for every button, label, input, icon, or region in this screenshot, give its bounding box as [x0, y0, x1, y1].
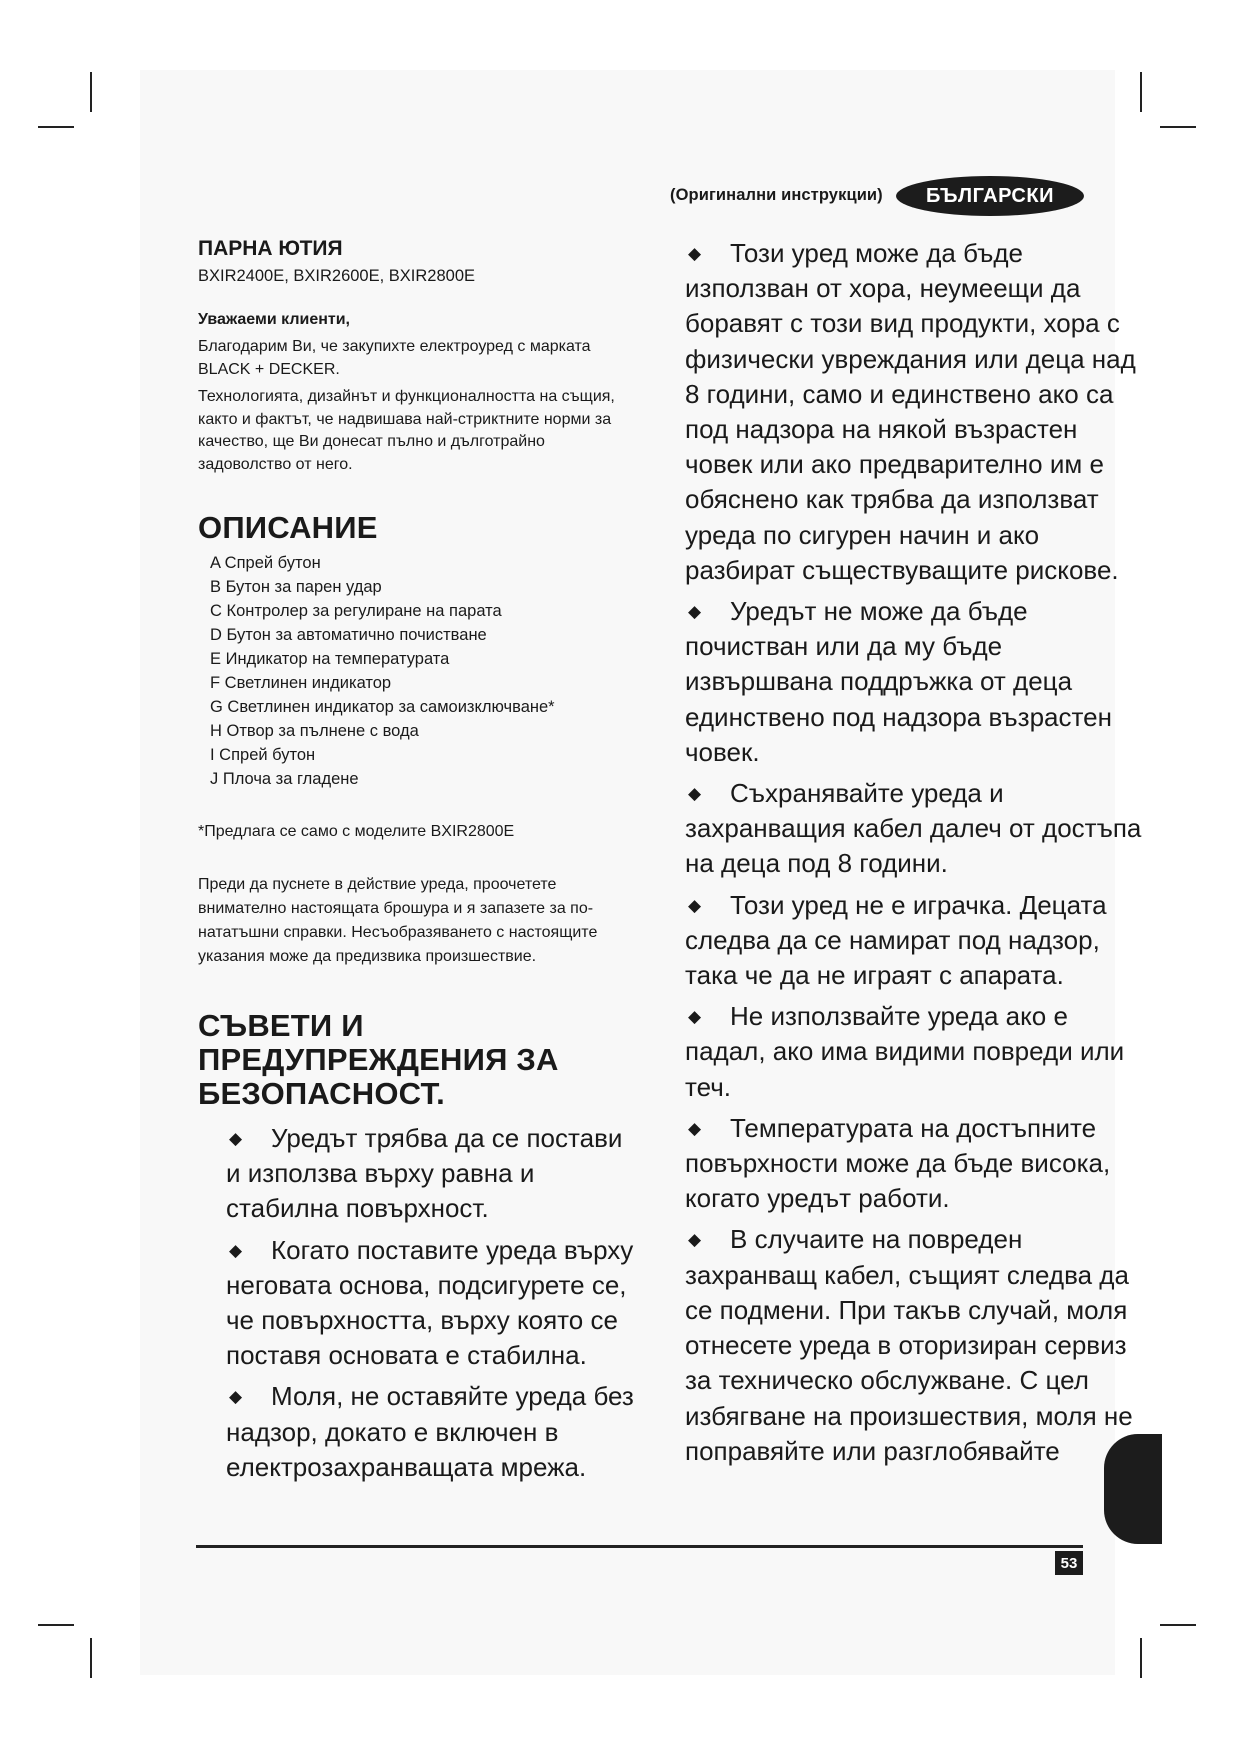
crop-mark — [1160, 1624, 1196, 1626]
safety-item: ◆ Не използвайте уреда ако е падал, ако има видими повреди или теч. — [685, 1001, 1125, 1102]
part-item: B Бутон за парен удар — [210, 578, 382, 596]
safety-item: ◆ Този уред не е играчка. Децата следва да се намират под надзор, така че да не играят с апарата. — [685, 889, 1107, 991]
safety-item: ◆ Температурата на достъпните повърхности може да бъде висока, когато уредът работи. — [685, 1112, 1111, 1214]
diamond-bullet-icon: ◆ — [688, 784, 702, 804]
diamond-bullet-icon: ◆ — [688, 1007, 702, 1027]
part-item: D Бутон за автоматично почистване — [210, 626, 487, 644]
safety-heading: СЪВЕТИ И ПРЕДУПРЕЖДЕНИЯ ЗА БЕЗОПАСНОСТ. — [198, 1008, 559, 1111]
diamond-bullet-icon: ◆ — [688, 1118, 702, 1138]
safety-item: ◆ Когато поставите уреда върху неговата основа, подсигурете се, че повърхността, върху която се поставя основата е стабилна. — [226, 1234, 634, 1371]
language-thumb-tab — [1104, 1434, 1162, 1544]
diamond-bullet-icon: ◆ — [688, 1230, 702, 1250]
safety-item: ◆ Уредът трябва да се постави и използва върху равна и стабилна повърхност. — [226, 1123, 623, 1224]
crop-mark — [1140, 72, 1142, 112]
part-item: I Спрей бутон — [210, 746, 316, 764]
page-number: 53 — [1055, 1551, 1083, 1575]
diamond-bullet-icon: ◆ — [229, 1129, 243, 1148]
read-manual-note: Преди да пуснете в действие уреда, проочетете внимателно настоящата брошура и я запазете за по-нататъшни справки. Несъобразяването с настоящите указания може да предизвика произшествие. — [198, 876, 598, 965]
crop-mark — [90, 72, 92, 112]
safety-item: ◆ Моля, не оставяйте уреда без надзор, докато е включен в електрозахранващата мрежа. — [226, 1381, 634, 1482]
crop-mark — [38, 126, 74, 128]
diamond-bullet-icon: ◆ — [688, 895, 702, 915]
crop-mark — [90, 1638, 92, 1678]
part-item: E Индикатор на температурата — [210, 650, 450, 668]
safety-item: ◆ Този уред може да бъде използван от хора, неумеещи да боравят с този вид продукти, хора с физически увреждания или деца над 8 години, само и единствено ако са под надзора на някой възрастен човек или ако предварително им е обяснено как трябва да използват уреда по сигурен начин и ако разбират съществуващите рискове. — [685, 238, 1136, 585]
footer-rule — [196, 1545, 1083, 1548]
model-numbers: BXIR2400E, BXIR2600E, BXIR2800E — [198, 267, 476, 285]
left-column — [198, 236, 638, 1491]
description-heading: ОПИСАНИЕ — [198, 510, 378, 545]
thanks-paragraph: Благодарим Ви, че закупихте електроуред с марката BLACK + DECKER. — [198, 338, 591, 378]
model-footnote: *Предлага се само с моделите BXIR2800E — [198, 823, 515, 840]
diamond-bullet-icon: ◆ — [229, 1387, 243, 1407]
parts-list — [198, 551, 638, 791]
language-badge: БЪЛГАРСКИ — [896, 176, 1084, 216]
product-title: ПАРНА ЮТИЯ — [198, 237, 343, 260]
safety-item: ◆ Уредът не може да бъде почистван или да му бъде извършвана поддръжка от деца единствено под надзора възрастен човек. — [685, 596, 1112, 767]
safety-list-left — [198, 1121, 638, 1485]
crop-mark — [1160, 126, 1196, 128]
crop-mark — [1140, 1638, 1142, 1678]
part-item: A Спрей бутон — [210, 554, 321, 572]
technology-paragraph: Технологията, дизайнът и функционалността на същия, както и фактът, че надвишава най-стриктните норми за качество, ще Ви донесат пълно и дълготрайно задоволство от него. — [198, 388, 615, 473]
right-column — [685, 236, 1145, 1475]
part-item: G Светлинен индикатор за самоизключване* — [210, 698, 555, 716]
diamond-bullet-icon: ◆ — [688, 244, 702, 263]
part-item: H Отвор за пълнене с вода — [210, 722, 419, 740]
original-instructions-label: (Оригинални инструкции) — [670, 186, 883, 204]
diamond-bullet-icon: ◆ — [688, 602, 702, 622]
safety-item: ◆ В случаите на повреден захранващ кабел, същият следва да се подмени. При такъв случай, моля отнесете уреда в оторизиран сервиз за техническо обслужване. С цел избягване на произшествия, моля не поправяйте или разглобявайте — [685, 1224, 1133, 1466]
crop-mark — [38, 1624, 74, 1626]
safety-item: ◆ Съхранявайте уреда и захранващия кабел далеч от достъпа на деца под 8 години. — [685, 778, 1142, 879]
part-item: C Контролер за регулиране на парата — [210, 602, 502, 620]
greeting: Уважаеми клиенти, — [198, 311, 350, 328]
part-item: J Плоча за гладене — [210, 770, 359, 788]
safety-list-right — [685, 236, 1145, 1469]
part-item: F Светлинен индикатор — [210, 674, 392, 692]
diamond-bullet-icon: ◆ — [229, 1240, 243, 1260]
